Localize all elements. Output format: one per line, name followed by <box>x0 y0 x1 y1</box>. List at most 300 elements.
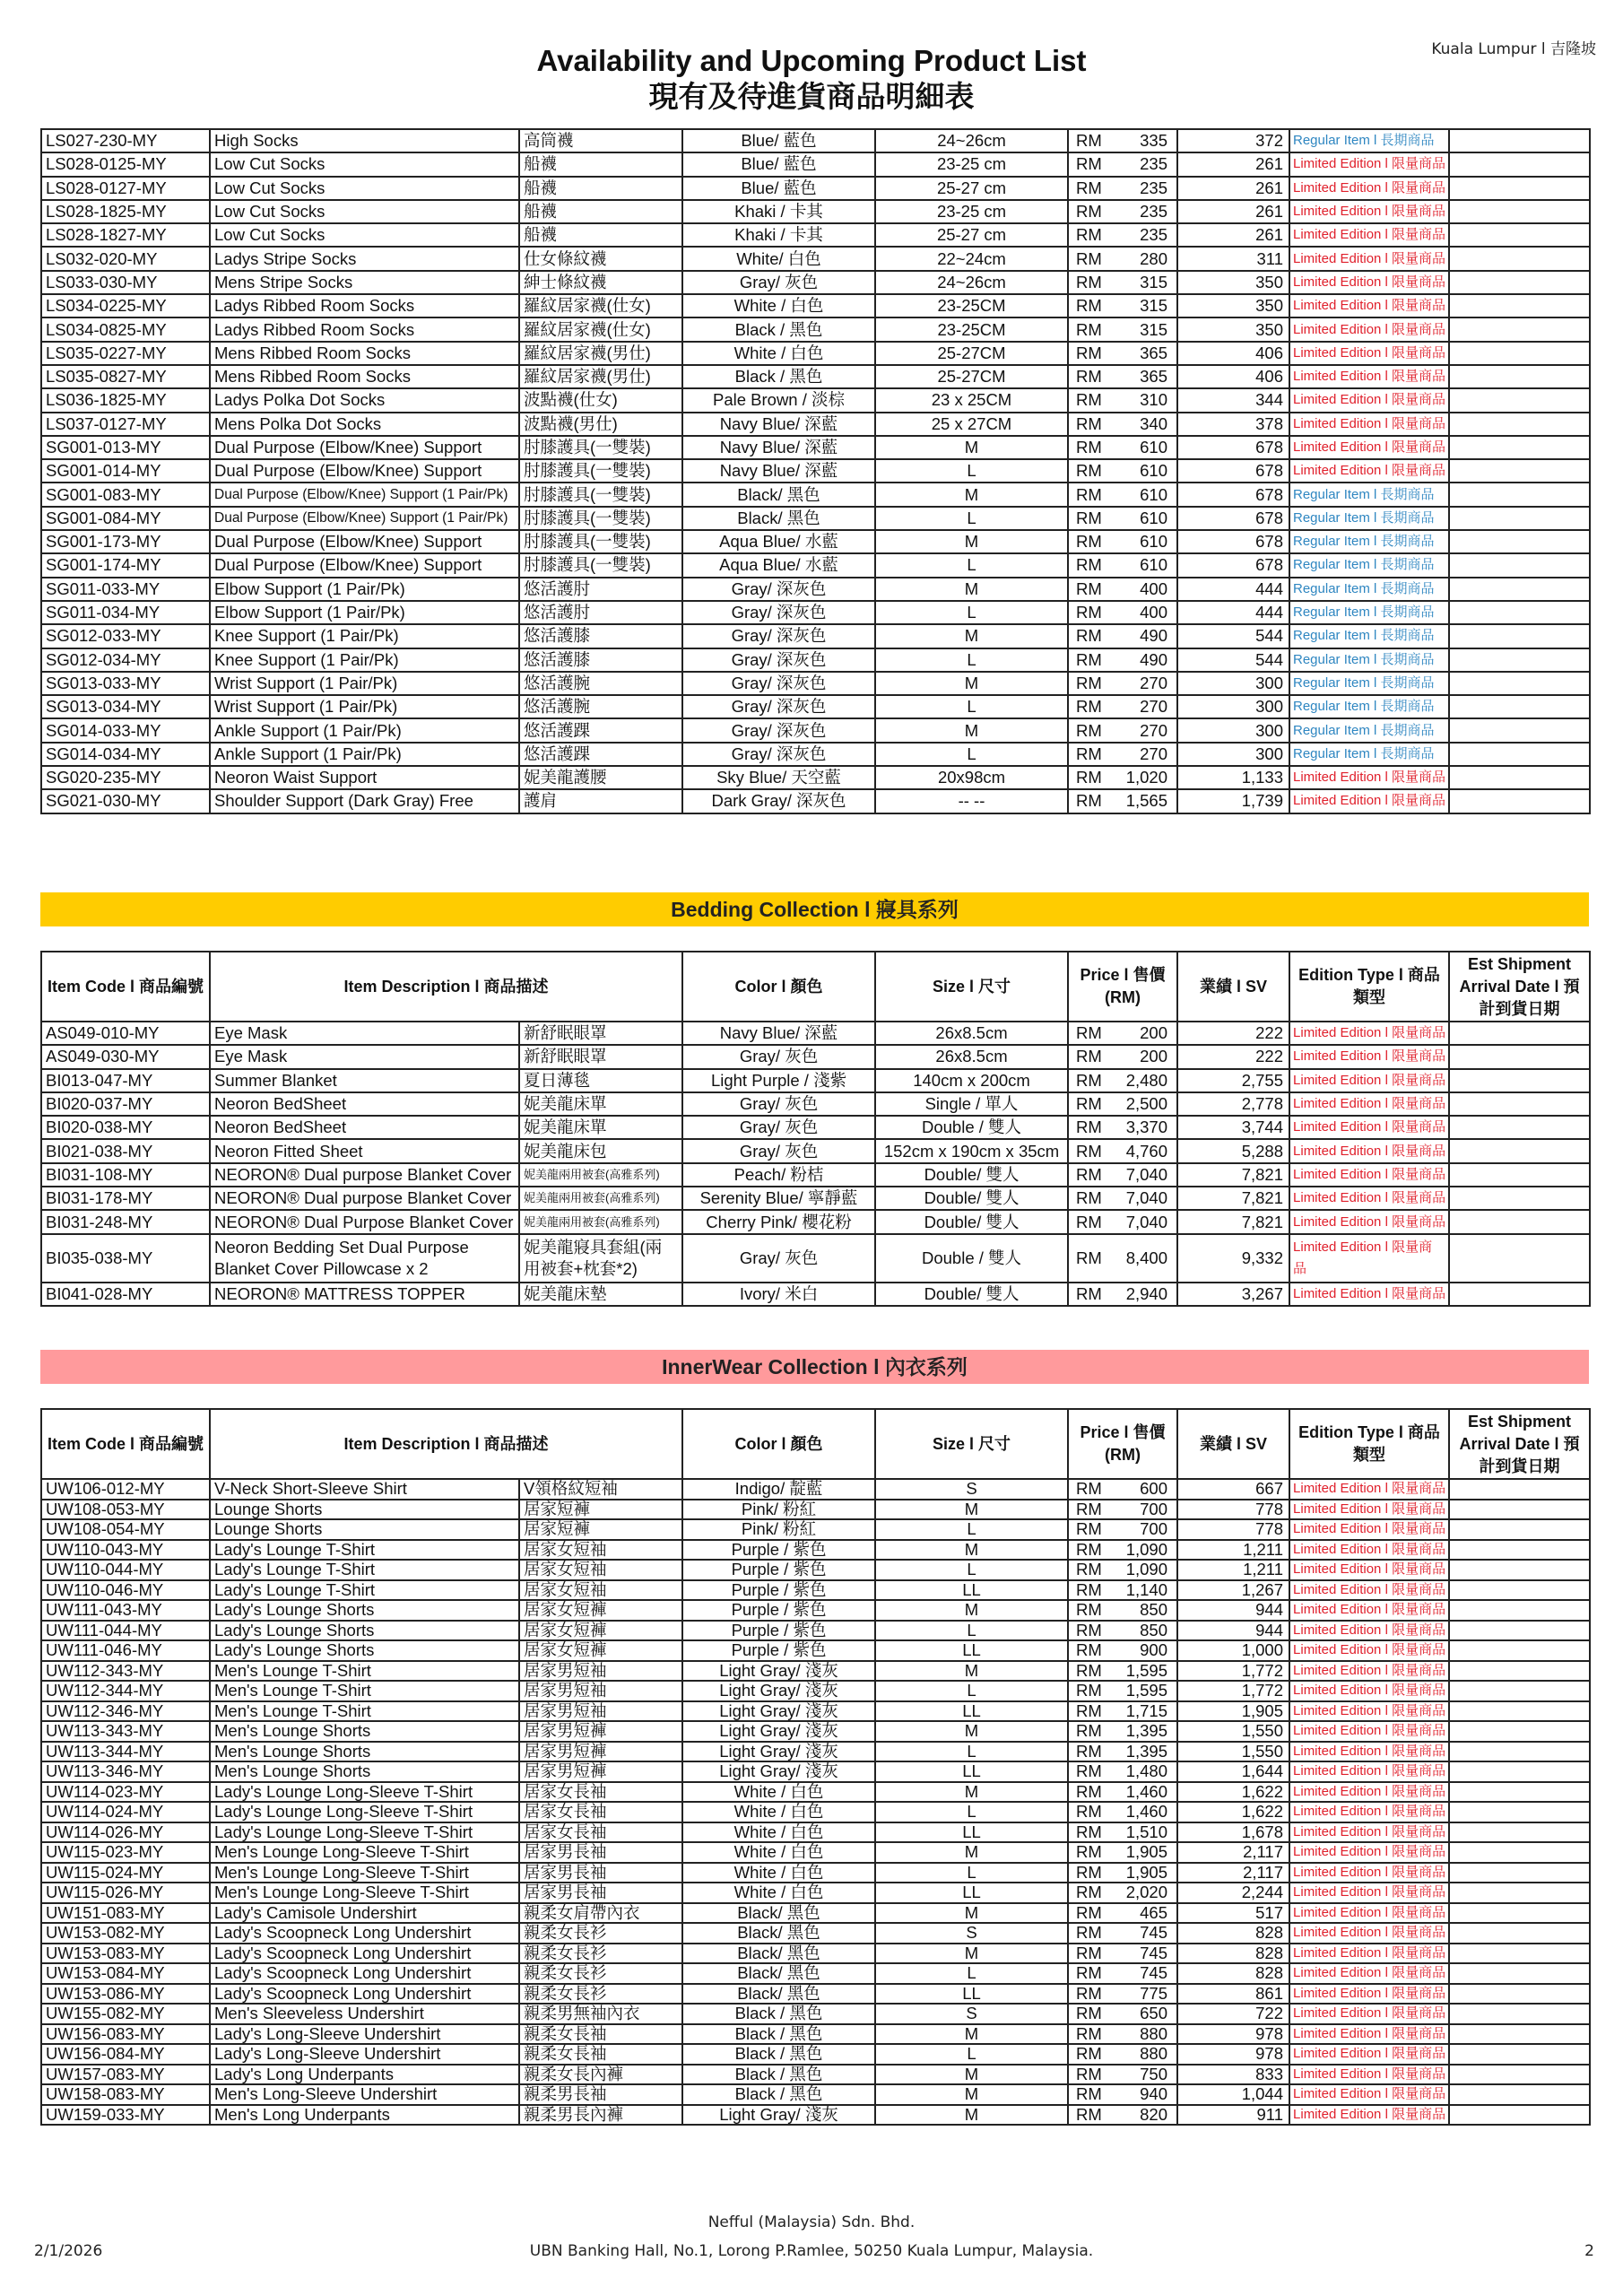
est-shipment-date <box>1449 1802 1590 1822</box>
item-price <box>1068 1782 1177 1803</box>
table-row <box>41 743 1590 766</box>
item-description-zh: 羅紋居家襪(男仕) <box>519 342 682 365</box>
item-sv: 1,000 <box>1177 1640 1289 1661</box>
table-row <box>41 789 1590 813</box>
item-size: M <box>875 1540 1068 1561</box>
item-sv: 517 <box>1177 1903 1289 1924</box>
item-size: 20x98cm <box>875 766 1068 789</box>
item-color: White / 白色 <box>682 1782 875 1803</box>
item-color: Gray/ 深灰色 <box>682 743 875 766</box>
item-color: Purple / 紫色 <box>682 1560 875 1580</box>
item-code: AS049-030-MY <box>41 1045 210 1068</box>
item-color: Serenity Blue/ 寧靜藍 <box>682 1187 875 1210</box>
item-sv: 778 <box>1177 1500 1289 1520</box>
item-description: Men's Lounge T-Shirt <box>210 1701 519 1722</box>
currency-label: RM <box>1076 1963 1102 1983</box>
item-size: M <box>875 672 1068 695</box>
item-price <box>1068 672 1177 695</box>
item-sv: 828 <box>1177 1923 1289 1944</box>
item-price <box>1068 294 1177 317</box>
item-description: Ladys Polka Dot Socks <box>210 388 519 412</box>
currency-label: RM <box>1076 154 1102 174</box>
table-row <box>41 507 1590 530</box>
item-description: Mens Stripe Socks <box>210 271 519 294</box>
item-size: M <box>875 1661 1068 1682</box>
est-shipment-date <box>1449 1022 1590 1045</box>
table-row <box>41 1681 1590 1701</box>
table-row <box>41 459 1590 483</box>
table-row <box>41 200 1590 223</box>
item-code: BI031-178-MY <box>41 1187 210 1210</box>
item-size: M <box>875 436 1068 459</box>
item-price <box>1068 247 1177 270</box>
table-row <box>41 388 1590 412</box>
item-description-zh: 妮美龍床單 <box>519 1116 682 1139</box>
edition-type: Regular Item l 長期商品 <box>1289 530 1449 553</box>
item-description: Ankle Support (1 Pair/Pk) <box>210 718 519 742</box>
est-shipment-date <box>1449 2044 1590 2065</box>
item-sv: 1,267 <box>1177 1580 1289 1601</box>
edition-type: Limited Edition l 限量商品 <box>1289 2004 1449 2024</box>
item-code: UW158-083-MY <box>41 2084 210 2105</box>
edition-type: Limited Edition l 限量商品 <box>1289 1560 1449 1580</box>
edition-type: Limited Edition l 限量商品 <box>1289 1210 1449 1233</box>
edition-type: Limited Edition l 限量商品 <box>1289 342 1449 365</box>
col-header-item-description: Item Description l 商品描述 <box>210 1409 682 1479</box>
price-amount: 745 <box>1140 1963 1168 1983</box>
item-description-zh: 親柔女長衫 <box>519 1923 682 1944</box>
currency-label: RM <box>1076 2004 1102 2023</box>
item-description: Men's Long Underpants <box>210 2105 519 2126</box>
item-description-zh: 親柔女長衫 <box>519 1984 682 2005</box>
price-amount: 1,460 <box>1125 1781 1168 1801</box>
item-description: Lady's Lounge Shorts <box>210 1640 519 1661</box>
item-sv: 678 <box>1177 507 1289 530</box>
est-shipment-date <box>1449 483 1590 506</box>
item-sv: 678 <box>1177 459 1289 483</box>
currency-label: RM <box>1076 2044 1102 2064</box>
item-description-zh: 新舒眠眼罩 <box>519 1045 682 1068</box>
item-price <box>1068 743 1177 766</box>
item-description: Lady's Long-Sleeve Undershirt <box>210 2024 519 2045</box>
table-row <box>41 2004 1590 2024</box>
price-amount: 650 <box>1140 2004 1168 2023</box>
item-size: LL <box>875 1701 1068 1722</box>
edition-type: Limited Edition l 限量商品 <box>1289 1187 1449 1210</box>
item-price <box>1068 1139 1177 1162</box>
item-price <box>1068 578 1177 601</box>
item-price <box>1068 1944 1177 1964</box>
item-code: SG001-174-MY <box>41 553 210 577</box>
currency-label: RM <box>1076 508 1102 527</box>
currency-label: RM <box>1076 1248 1102 1267</box>
edition-type: Limited Edition l 限量商品 <box>1289 1163 1449 1187</box>
table-row <box>41 1600 1590 1621</box>
est-shipment-date <box>1449 1822 1590 1843</box>
price-amount: 610 <box>1140 508 1167 527</box>
item-description-zh: 悠活護踝 <box>519 718 682 742</box>
table-row <box>41 317 1590 341</box>
edition-type: Regular Item l 長期商品 <box>1289 695 1449 718</box>
edition-type: Limited Edition l 限量商品 <box>1289 152 1449 176</box>
est-shipment-date <box>1449 2004 1590 2024</box>
item-description-zh: 波點襪(仕女) <box>519 388 682 412</box>
col-header-color: Color l 顏色 <box>682 952 875 1022</box>
item-price <box>1068 1963 1177 1984</box>
col-header-price: Price l 售價 (RM) <box>1068 1409 1177 1479</box>
currency-label: RM <box>1076 673 1102 692</box>
item-size: L <box>875 1621 1068 1641</box>
table-row <box>41 365 1590 388</box>
item-price <box>1068 1883 1177 1903</box>
item-color: Black/ 黑色 <box>682 1923 875 1944</box>
price-amount: 900 <box>1140 1640 1168 1660</box>
item-description: Ladys Ribbed Room Socks <box>210 294 519 317</box>
item-code: UW114-023-MY <box>41 1782 210 1803</box>
est-shipment-date <box>1449 223 1590 247</box>
item-description-zh: 居家男短袖 <box>519 1701 682 1722</box>
item-price <box>1068 200 1177 223</box>
currency-label: RM <box>1076 178 1102 197</box>
edition-type: Limited Edition l 限量商品 <box>1289 2065 1449 2085</box>
item-description: Ladys Ribbed Room Socks <box>210 317 519 341</box>
table-row <box>41 1283 1590 1306</box>
est-shipment-date <box>1449 365 1590 388</box>
item-size: LL <box>875 1822 1068 1843</box>
currency-label: RM <box>1076 1883 1102 1902</box>
item-price <box>1068 624 1177 648</box>
item-sv: 372 <box>1177 129 1289 152</box>
est-shipment-date <box>1449 413 1590 436</box>
item-description: Men's Sleeveless Undershirt <box>210 2004 519 2024</box>
item-sv: 1,772 <box>1177 1661 1289 1682</box>
item-sv: 350 <box>1177 317 1289 341</box>
table-row <box>41 1116 1590 1139</box>
item-sv: 444 <box>1177 601 1289 624</box>
item-color: Purple / 紫色 <box>682 1640 875 1661</box>
item-size: L <box>875 1519 1068 1540</box>
item-code: UW113-346-MY <box>41 1761 210 1782</box>
item-description-zh: 居家女短褲 <box>519 1621 682 1641</box>
price-amount: 270 <box>1140 673 1167 692</box>
item-color: White / 白色 <box>682 1842 875 1863</box>
table-row <box>41 1984 1590 2005</box>
item-size: L <box>875 1560 1068 1580</box>
price-amount: 610 <box>1140 555 1167 575</box>
est-shipment-date <box>1449 1742 1590 1762</box>
est-shipment-date <box>1449 1045 1590 1068</box>
item-color: Gray/ 灰色 <box>682 1045 875 1068</box>
table-row <box>41 1761 1590 1782</box>
currency-label: RM <box>1076 1212 1102 1231</box>
est-shipment-date <box>1449 1782 1590 1803</box>
item-description: Dual Purpose (Elbow/Knee) Support (1 Pair/Pk) <box>210 483 519 506</box>
currency-label: RM <box>1076 1164 1102 1184</box>
item-size: M <box>875 578 1068 601</box>
item-sv: 678 <box>1177 553 1289 577</box>
item-size: 25 x 27CM <box>875 413 1068 436</box>
item-color: Purple / 紫色 <box>682 1580 875 1601</box>
item-description-zh: 親柔女肩帶內衣 <box>519 1903 682 1924</box>
item-description: Shoulder Support (Dark Gray) Free <box>210 789 519 813</box>
item-color: Black/ 黑色 <box>682 507 875 530</box>
item-description: Men's Lounge T-Shirt <box>210 1661 519 1682</box>
table-row <box>41 1944 1590 1964</box>
item-sv: 3,267 <box>1177 1283 1289 1306</box>
currency-label: RM <box>1076 532 1102 552</box>
col-header-est-shipment: Est Shipment Arrival Date l 預計到貨日期 <box>1449 952 1590 1022</box>
edition-type: Regular Item l 長期商品 <box>1289 553 1449 577</box>
item-code: BI021-038-MY <box>41 1139 210 1162</box>
edition-type: Limited Edition l 限量商品 <box>1289 1234 1449 1283</box>
item-color: Sky Blue/ 天空藍 <box>682 766 875 789</box>
edition-type: Limited Edition l 限量商品 <box>1289 200 1449 223</box>
table-row <box>41 1903 1590 1924</box>
table-header-row <box>41 952 1590 1022</box>
price-amount: 7,040 <box>1125 1188 1168 1208</box>
table-row <box>41 1519 1590 1540</box>
item-description: Lounge Shorts <box>210 1500 519 1520</box>
section-banner-innerwear: InnerWear Collection l 內衣系列 <box>40 1350 1589 1384</box>
currency-label: RM <box>1076 1118 1102 1137</box>
item-size: L <box>875 459 1068 483</box>
item-code: UW110-044-MY <box>41 1560 210 1580</box>
item-color: Khaki / 卡其 <box>682 200 875 223</box>
est-shipment-date <box>1449 1500 1590 1520</box>
item-code: BI035-038-MY <box>41 1234 210 1283</box>
item-size: 140cm x 200cm <box>875 1069 1068 1092</box>
item-color: Purple / 紫色 <box>682 1540 875 1561</box>
item-description-zh: 居家男長袖 <box>519 1842 682 1863</box>
currency-label: RM <box>1076 744 1102 763</box>
price-amount: 600 <box>1140 1479 1168 1499</box>
item-description: Neoron BedSheet <box>210 1116 519 1139</box>
item-code: LS035-0227-MY <box>41 342 210 365</box>
item-color: Black/ 黑色 <box>682 1963 875 1984</box>
item-description-zh: 居家女長袖 <box>519 1822 682 1843</box>
item-sv: 678 <box>1177 530 1289 553</box>
item-price <box>1068 2065 1177 2085</box>
item-description: Knee Support (1 Pair/Pk) <box>210 648 519 672</box>
item-size: S <box>875 1479 1068 1500</box>
currency-label: RM <box>1076 484 1102 504</box>
item-description: Knee Support (1 Pair/Pk) <box>210 624 519 648</box>
item-description-zh: 船襪 <box>519 177 682 200</box>
item-code: UW153-086-MY <box>41 1984 210 2005</box>
item-description-zh: 親柔男無袖內衣 <box>519 2004 682 2024</box>
currency-label: RM <box>1076 202 1102 222</box>
price-amount: 1,510 <box>1125 1822 1168 1841</box>
est-shipment-date <box>1449 1863 1590 1883</box>
est-shipment-date <box>1449 294 1590 317</box>
item-code: UW111-046-MY <box>41 1640 210 1661</box>
item-code: LS035-0827-MY <box>41 365 210 388</box>
item-price <box>1068 1923 1177 1944</box>
price-amount: 315 <box>1140 319 1167 339</box>
item-sv: 3,744 <box>1177 1116 1289 1139</box>
currency-label: RM <box>1076 1188 1102 1208</box>
item-description-zh: 肘膝護具(一雙裝) <box>519 436 682 459</box>
item-price <box>1068 388 1177 412</box>
item-description: Neoron BedSheet <box>210 1092 519 1116</box>
price-amount: 8,400 <box>1125 1248 1168 1267</box>
section-banner-bedding: Bedding Collection l 寢具系列 <box>40 892 1589 926</box>
item-sv: 350 <box>1177 294 1289 317</box>
item-size: M <box>875 1721 1068 1742</box>
currency-label: RM <box>1076 2064 1102 2083</box>
price-amount: 610 <box>1140 438 1167 457</box>
product-table-innerwear <box>40 1408 1591 2126</box>
item-code: SG011-033-MY <box>41 578 210 601</box>
item-description: NEORON® MATTRESS TOPPER <box>210 1283 519 1306</box>
est-shipment-date <box>1449 1479 1590 1500</box>
item-color: Purple / 紫色 <box>682 1600 875 1621</box>
item-color: Black/ 黑色 <box>682 1984 875 2005</box>
price-amount: 400 <box>1140 578 1167 598</box>
item-price <box>1068 2004 1177 2024</box>
item-description: Men's Lounge Shorts <box>210 1742 519 1762</box>
est-shipment-date <box>1449 1560 1590 1580</box>
item-description: Wrist Support (1 Pair/Pk) <box>210 695 519 718</box>
item-code: UW153-082-MY <box>41 1923 210 1944</box>
edition-type: Limited Edition l 限量商品 <box>1289 1883 1449 1903</box>
item-code: SG011-034-MY <box>41 601 210 624</box>
table-row <box>41 718 1590 742</box>
item-price <box>1068 436 1177 459</box>
table-row <box>41 1500 1590 1520</box>
item-description: Ladys Stripe Socks <box>210 247 519 270</box>
currency-label: RM <box>1076 248 1102 268</box>
item-sv: 944 <box>1177 1621 1289 1641</box>
item-sv: 378 <box>1177 413 1289 436</box>
item-description: Lady's Lounge T-Shirt <box>210 1560 519 1580</box>
item-description: Low Cut Socks <box>210 152 519 176</box>
table-row <box>41 672 1590 695</box>
edition-type: Regular Item l 長期商品 <box>1289 601 1449 624</box>
item-code: BI013-047-MY <box>41 1069 210 1092</box>
currency-label: RM <box>1076 1842 1102 1862</box>
item-color: Light Gray/ 淺灰 <box>682 1681 875 1701</box>
item-size: M <box>875 2024 1068 2045</box>
item-description: Low Cut Socks <box>210 177 519 200</box>
price-amount: 1,595 <box>1125 1681 1168 1700</box>
item-description-zh: 肘膝護具(一雙裝) <box>519 483 682 506</box>
item-sv: 667 <box>1177 1479 1289 1500</box>
item-description-zh: 親柔男長袖 <box>519 2084 682 2105</box>
currency-label: RM <box>1076 1283 1102 1303</box>
col-header-size: Size l 尺寸 <box>875 952 1068 1022</box>
item-description-zh: 護肩 <box>519 789 682 813</box>
item-description: Mens Polka Dot Socks <box>210 413 519 436</box>
item-sv: 1,550 <box>1177 1721 1289 1742</box>
item-description-zh: 親柔女長衫 <box>519 1963 682 1984</box>
item-color: Aqua Blue/ 水藍 <box>682 530 875 553</box>
table-row <box>41 695 1590 718</box>
item-description: Low Cut Socks <box>210 223 519 247</box>
est-shipment-date <box>1449 1883 1590 1903</box>
edition-type: Regular Item l 長期商品 <box>1289 648 1449 672</box>
item-description: Ankle Support (1 Pair/Pk) <box>210 743 519 766</box>
item-sv: 828 <box>1177 1944 1289 1964</box>
item-price <box>1068 1187 1177 1210</box>
table-row <box>41 601 1590 624</box>
item-color: Ivory/ 米白 <box>682 1283 875 1306</box>
item-size: 25-27CM <box>875 342 1068 365</box>
currency-label: RM <box>1076 2023 1102 2043</box>
col-header-price: Price l 售價 (RM) <box>1068 952 1177 1022</box>
item-size: L <box>875 1963 1068 1984</box>
item-color: Gray/ 深灰色 <box>682 624 875 648</box>
currency-label: RM <box>1076 1600 1102 1620</box>
item-code: BI041-028-MY <box>41 1283 210 1306</box>
item-sv: 1,622 <box>1177 1802 1289 1822</box>
item-code: UW108-054-MY <box>41 1519 210 1540</box>
price-amount: 610 <box>1140 484 1167 504</box>
item-description: Neoron Bedding Set Dual Purpose Blanket Cover Pillowcase x 2 <box>210 1234 519 1283</box>
item-color: Navy Blue/ 深藍 <box>682 459 875 483</box>
item-size: 24~26cm <box>875 129 1068 152</box>
item-size: Double/ 雙人 <box>875 1163 1068 1187</box>
edition-type: Limited Edition l 限量商品 <box>1289 1540 1449 1561</box>
item-description-zh: 悠活護肘 <box>519 578 682 601</box>
item-description: High Socks <box>210 129 519 152</box>
table-row <box>41 129 1590 152</box>
page-title-en: Availability and Upcoming Product List <box>536 44 1087 77</box>
edition-type: Limited Edition l 限量商品 <box>1289 1022 1449 1045</box>
price-amount: 1,395 <box>1125 1741 1168 1761</box>
currency-label: RM <box>1076 1761 1102 1781</box>
edition-type: Limited Edition l 限量商品 <box>1289 1742 1449 1762</box>
edition-type: Limited Edition l 限量商品 <box>1289 459 1449 483</box>
item-size: S <box>875 2004 1068 2024</box>
item-sv: 978 <box>1177 2044 1289 2065</box>
est-shipment-date <box>1449 1092 1590 1116</box>
edition-type: Limited Edition l 限量商品 <box>1289 1519 1449 1540</box>
edition-type: Limited Edition l 限量商品 <box>1289 1963 1449 1984</box>
price-amount: 200 <box>1140 1047 1168 1066</box>
item-size: Double/ 雙人 <box>875 1283 1068 1306</box>
edition-type: Limited Edition l 限量商品 <box>1289 317 1449 341</box>
item-sv: 861 <box>1177 1984 1289 2005</box>
item-sv: 261 <box>1177 177 1289 200</box>
price-amount: 235 <box>1140 154 1167 174</box>
edition-type: Limited Edition l 限量商品 <box>1289 365 1449 388</box>
price-amount: 700 <box>1140 1499 1168 1518</box>
item-size: M <box>875 1782 1068 1803</box>
item-sv: 2,117 <box>1177 1842 1289 1863</box>
item-description-zh: 居家女短褲 <box>519 1600 682 1621</box>
item-sv: 1,133 <box>1177 766 1289 789</box>
item-size: 23-25CM <box>875 317 1068 341</box>
currency-label: RM <box>1076 461 1102 481</box>
item-size: Double / 雙人 <box>875 1234 1068 1283</box>
price-amount: 235 <box>1140 178 1167 197</box>
item-price <box>1068 530 1177 553</box>
currency-label: RM <box>1076 343 1102 362</box>
price-amount: 940 <box>1140 2084 1168 2104</box>
edition-type: Limited Edition l 限量商品 <box>1289 1580 1449 1601</box>
est-shipment-date <box>1449 2105 1590 2126</box>
item-code: UW153-084-MY <box>41 1963 210 1984</box>
currency-label: RM <box>1076 2084 1102 2104</box>
item-price <box>1068 317 1177 341</box>
table-row <box>41 2084 1590 2105</box>
table-row <box>41 1092 1590 1116</box>
price-amount: 365 <box>1140 343 1167 362</box>
item-description: Lady's Lounge Long-Sleeve T-Shirt <box>210 1782 519 1803</box>
item-size: M <box>875 1500 1068 1520</box>
edition-type: Limited Edition l 限量商品 <box>1289 1640 1449 1661</box>
